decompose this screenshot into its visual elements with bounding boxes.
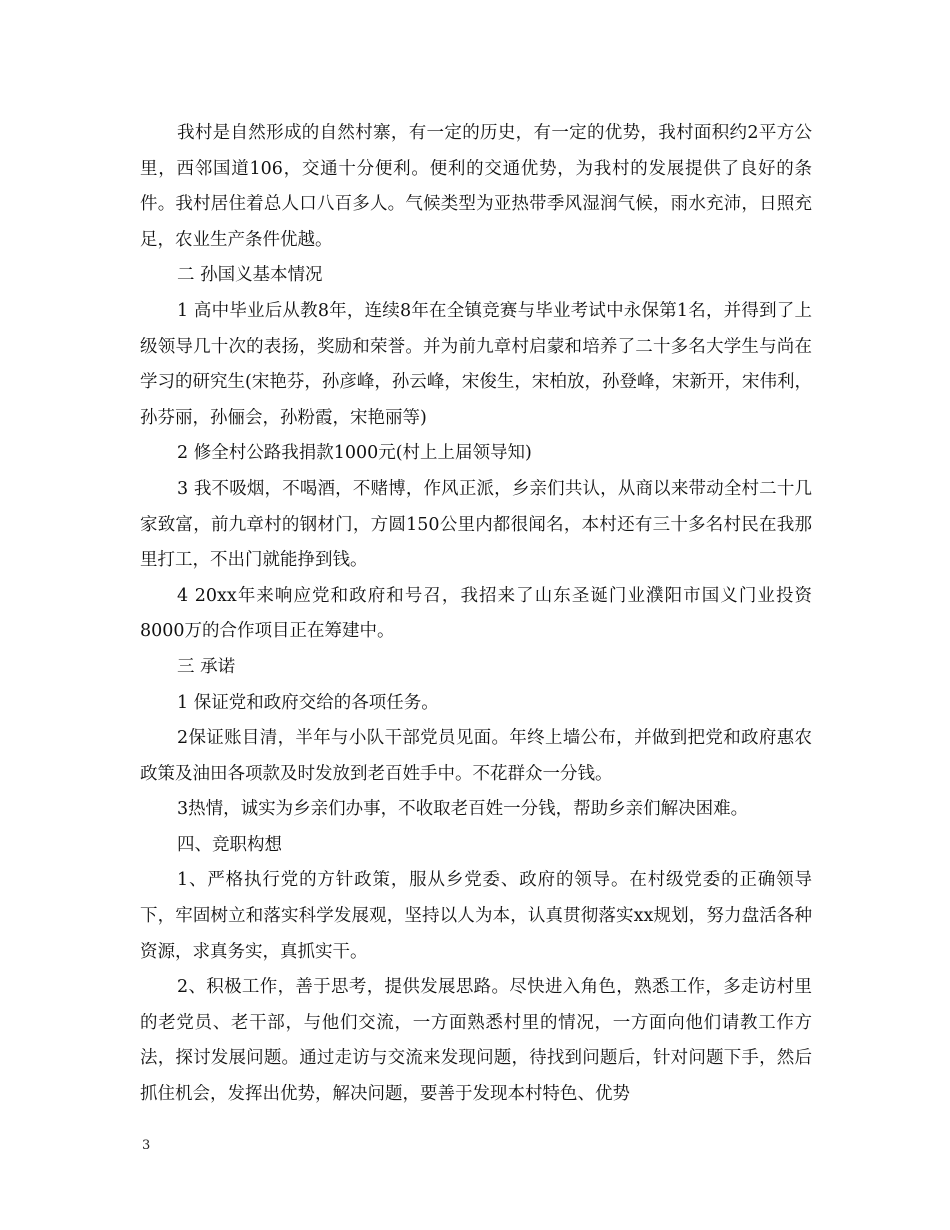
paragraph-item-4-investment: 4 20xx年来响应党和政府和号召，我招来了山东圣诞门业濮阳市国义门业投资8000万的合作项目正在筹建中。: [140, 585, 812, 642]
paragraph-item-3-conduct: 3 我不吸烟，不喝酒，不赌博，作风正派，乡亲们共认，从商以来带动全村二十几家致富，前九章村的钢材门，方圆150公里内都很闻名，本村还有三十多名村民在我那里打工，不出门就能挣到钱。: [140, 478, 812, 571]
paragraph-plan-1: 1、严格执行党的方针政策，服从乡党委、政府的领导。在村级党委的正确领导下，牢固树立和落实科学发展观，坚持以人为本，认真贯彻落实xx规划，努力盘活各种资源，求真务实，真抓实干。: [140, 870, 812, 962]
section-heading-plans: 四、竞职构想: [177, 834, 282, 855]
paragraph-item-2-road-donation: 2 修全村公路我捐款1000元(村上上届领导知): [177, 443, 532, 464]
paragraph-item-1-teaching: 1 高中毕业后从教8年，连续8年在全镇竞赛与毕业考试中永保第1名，并得到了上级领导几十次的表扬，奖励和荣誉。并为前九章村启蒙和培养了二十多名大学生与尚在学习的研究生(宋艳芬，孙彦峰，孙云峰，宋俊生，宋柏放，孙登峰，宋新开，宋伟利，孙芬丽，孙俪会，孙粉霞，宋艳丽等): [140, 300, 812, 428]
paragraph-village-overview: 我村是自然形成的自然村寨，有一定的历史，有一定的优势，我村面积约2平方公里，西邻国道106，交通十分便利。便利的交通优势，为我村的发展提供了良好的条件。我村居住着总人口八百多人。气候类型为亚热带季风湿润气候，雨水充沛，日照充足，农业生产条件优越。: [140, 123, 812, 250]
paragraph-plan-2: 2、积极工作，善于思考，提供发展思路。尽快进入角色，熟悉工作，多走访村里的老党员、老干部，与他们交流，一方面熟悉村里的情况，一方面向他们请教工作方法，探讨发展问题。通过走访与交流来发现问题，待找到问题后，针对问题下手，然后抓住机会，发挥出优势，解决问题，要善于发现本村特色、优势: [140, 977, 812, 1105]
document-body: [140, 116, 812, 1113]
section-heading-promises: 三 承诺: [177, 656, 236, 677]
paragraph-promise-3: 3热情，诚实为乡亲们办事，不收取老百姓一分钱，帮助乡亲们解决困难。: [177, 799, 749, 820]
page-number: 3: [142, 1138, 151, 1153]
paragraph-promise-2: 2保证账目清，半年与小队干部党员见面。年终上墙公布，并做到把党和政府惠农政策及油田各项款及时发放到老百姓手中。不花群众一分钱。: [140, 728, 812, 784]
section-heading-basic-info: 二 孙国义基本情况: [177, 265, 323, 286]
paragraph-promise-1: 1 保证党和政府交给的各项任务。: [177, 692, 439, 713]
